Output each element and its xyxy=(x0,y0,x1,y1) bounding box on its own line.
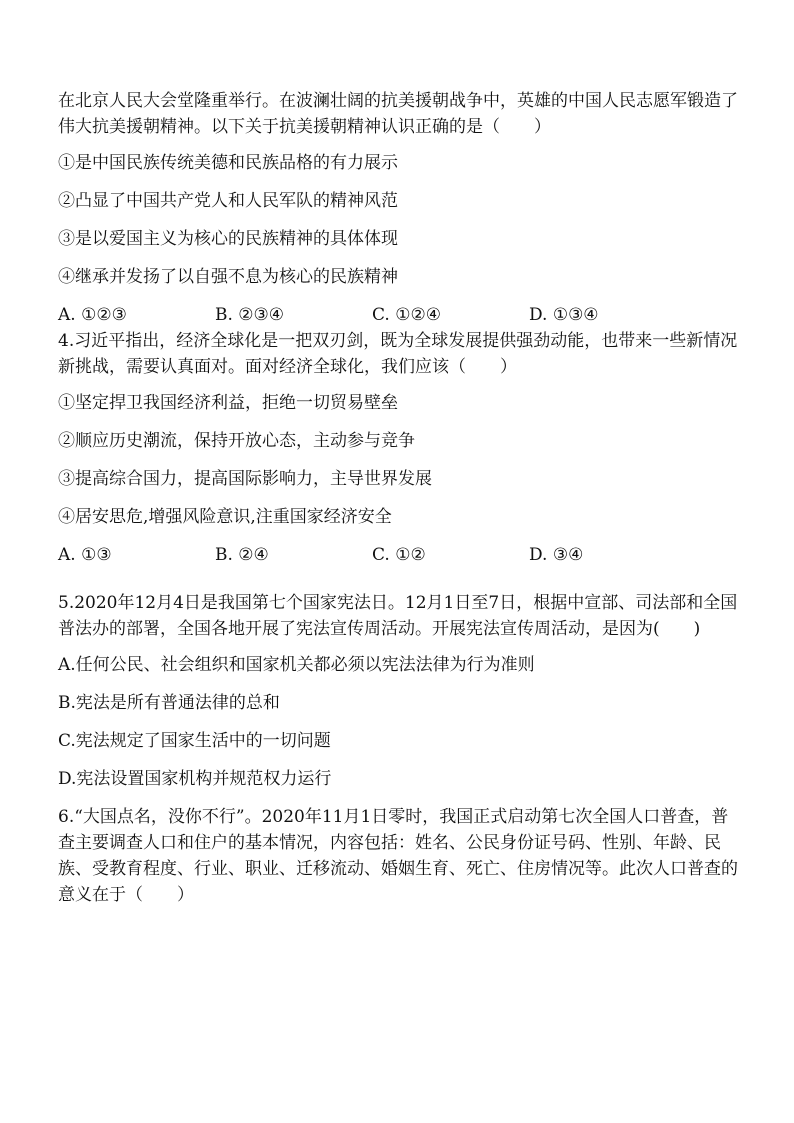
choice-b: B. ②③④ xyxy=(215,305,285,325)
statement-4: ④继承并发扬了以自强不息为核心的民族精神 xyxy=(58,267,398,287)
question-stem: 4.习近平指出，经济全球化是一把双刃剑，既为全球发展提供强劲动能，也带来一些新情况新挑战，需要认真面对。面对经济全球化，我们应该（ ） xyxy=(58,331,738,377)
choice-d: D. ①③④ xyxy=(529,305,599,325)
choice-c: C. ①② xyxy=(372,545,426,565)
statement-4: ④居安思危,增强风险意识,注重国家经济安全 xyxy=(58,507,392,527)
choice-a: A. ①②③ xyxy=(58,305,127,325)
question-stem: 在北京人民大会堂隆重举行。在波澜壮阔的抗美援朝战争中，英雄的中国人民志愿军锻造了伟大抗美援朝精神。以下关于抗美援朝精神认识正确的是（ ） xyxy=(58,91,738,137)
question-6 xyxy=(58,804,738,908)
question-5 xyxy=(58,590,738,792)
option-d: D.宪法设置国家机构并规范权力运行 xyxy=(58,769,332,789)
choice-c: C. ①②④ xyxy=(372,305,441,325)
statement-3: ③是以爱国主义为核心的民族精神的具体体现 xyxy=(58,229,398,249)
question-4 xyxy=(58,328,738,568)
statement-1: ①是中国民族传统美德和民族品格的有力展示 xyxy=(58,153,398,173)
exam-page xyxy=(58,88,738,908)
choice-d: D. ③④ xyxy=(529,545,584,565)
option-b: B.宪法是所有普通法律的总和 xyxy=(58,693,280,713)
choice-b: B. ②④ xyxy=(215,545,269,565)
question-stem: 5.2020年12月4日是我国第七个国家宪法日。12月1日至7日，根据中宣部、司法部和全国普法办的部署，全国各地开展了宪法宣传周活动。开展宪法宣传周活动，是因为( ) xyxy=(58,593,738,639)
statement-3: ③提高综合国力，提高国际影响力，主导世界发展 xyxy=(58,469,432,489)
option-c: C.宪法规定了国家生活中的一切问题 xyxy=(58,731,331,751)
question-stem: 6.“大国点名，没你不行”。2020年11月1日零时，我国正式启动第七次全国人口普查，普查主要调查人口和住户的基本情况，内容包括：姓名、公民身份证号码、性别、年龄、民族、受教育程度、行业、职业、迁移流动、婚姻生育、死亡、住房情况等。此次人口普查的意义在于（ ） xyxy=(58,807,738,905)
answer-choices xyxy=(58,542,738,568)
option-a: A.任何公民、社会组织和国家机关都必须以宪法法律为行为准则 xyxy=(58,655,535,675)
statement-2: ②顺应历史潮流，保持开放心态，主动参与竞争 xyxy=(58,431,415,451)
choice-a: A. ①③ xyxy=(58,545,112,565)
statement-1: ①坚定捍卫我国经济利益，拒绝一切贸易壁垒 xyxy=(58,393,398,413)
answer-choices xyxy=(58,302,738,328)
statement-2: ②凸显了中国共产党人和人民军队的精神风范 xyxy=(58,191,398,211)
question-3 xyxy=(58,88,738,328)
